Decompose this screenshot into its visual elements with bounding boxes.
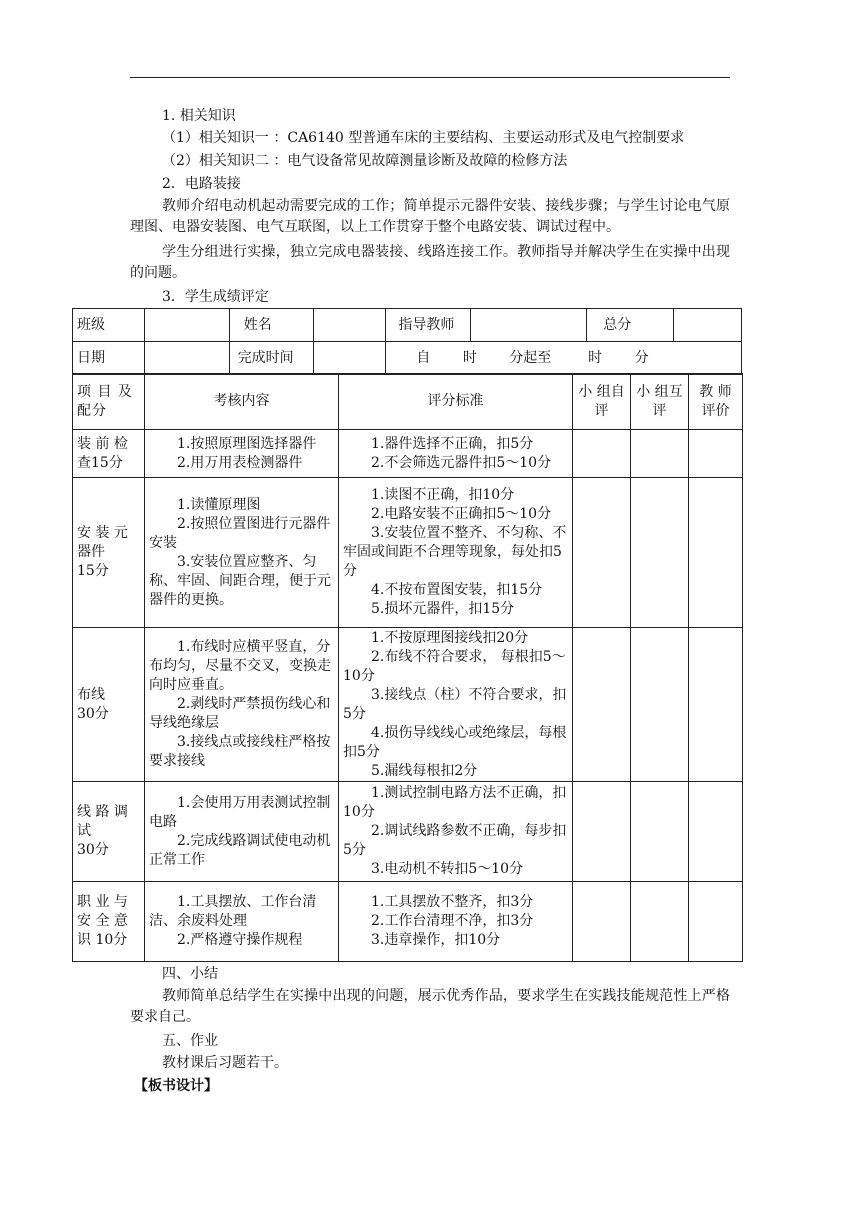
teacher-label: 指导教师 [386,309,470,342]
criteria-content [145,782,339,882]
criteria-item: 安 装 元器件 15分 [73,478,145,628]
finish-time-label: 完成时间 [229,342,313,375]
criteria-content [145,628,339,782]
section-circuit-assembly: 2．电路装接 [162,176,241,192]
standard-line: 1.工具摆放不整齐，扣3分 [371,894,534,910]
content-line: 2.完成线路调试使电动机正常工作 [149,832,331,868]
content-line: 1.按照原理图选择器件 [177,435,317,452]
peer-score-cell [631,628,689,782]
info-row-2 [73,342,742,375]
criteria-standard [339,628,573,782]
class-label: 班级 [73,309,145,342]
standard-line: 4.损伤导线线心或绝缘层，每根扣5分 [343,724,567,760]
criteria-row [73,430,743,478]
name-label: 姓名 [229,309,313,342]
criteria-row [73,478,743,628]
criteria-item: 布线 30分 [73,628,145,782]
header-teacher: 教 师评价 [689,374,743,430]
teacher-score-cell [689,430,743,478]
criteria-content [145,430,339,478]
standard-line: 3.接线点（柱）不符合要求，扣5分 [343,686,567,722]
self-score-cell [573,882,631,962]
content-line: 1.读懂原理图 [177,496,261,513]
header-group-peer: 小 组互 评 [631,374,689,430]
criteria-header-row [73,374,743,430]
criteria-rows [73,430,743,962]
info-row-1 [73,309,742,342]
standard-line: 4.不按布置图安装，扣15分 [371,582,543,598]
standard-line: 1.器件选择不正确，扣5分 [371,435,534,452]
standard-line: 5.漏线每根扣2分 [371,762,478,779]
standard-line: 2.调试线路参数不正确，每步扣5分 [343,823,567,858]
content-line: 1.会使用万用表测试控制电路 [149,794,331,830]
section-grade-assessment: 3．学生成绩评定 [162,289,269,305]
peer-score-cell [631,478,689,628]
paragraph-teacher-intro: 教师介绍电动机起动需要完成的工作；简单提示元器件安装、接线步骤；与学生讨论电气原理图、电器安装图、电气互联图，以上工作贯穿于整个电路安装、调试过程中。 [130,198,730,235]
content-line: 1.布线时应横平竖直，分布均匀，尽量不交叉，变换走向时应垂直。 [149,639,331,693]
class-value [145,309,229,342]
content-line: 1.工具摆放、工作台清洁、余废料处理 [149,894,317,929]
knowledge-item-2: （2）相关知识二 ：电气设备常见故障测量诊断及故障的检修方法 [162,153,568,169]
finish-time-value [314,342,386,375]
standard-line: 1.读图不正确，扣10分 [371,487,515,503]
date-value [145,342,229,375]
grade-table [72,308,742,375]
peer-score-cell [631,882,689,962]
standard-line: 3.电动机不转扣5～10分 [371,861,524,877]
criteria-row [73,628,743,782]
total-value [673,309,741,342]
criteria-item: 装 前 检查15分 [73,430,145,478]
knowledge-item-1: （1）相关知识一 ：CA6140 型普通车床的主要结构、主要运动形式及电气控制要求 [162,130,685,146]
standard-line: 2.布线不符合要求， 每根扣5～10分 [343,648,566,684]
criteria-row [73,882,743,962]
content-line: 2.用万用表检测器件 [177,454,303,471]
header-content: 考核内容 [145,374,339,430]
self-score-cell [573,478,631,628]
standard-line: 1.不按原理图接线扣20分 [371,629,529,646]
criteria-item: 职 业 与安 全 意识 10分 [73,882,145,962]
board-design-heading: 【板书设计】 [134,1078,218,1094]
standard-line: 2.电路安装不正确扣5～10分 [371,506,552,522]
content-line: 2.按照位置图进行元器件安装 [149,515,331,551]
teacher-score-cell [689,882,743,962]
self-score-cell [573,628,631,782]
header-standard: 评分标准 [339,374,573,430]
content-line: 2.严格遵守操作规程 [177,932,303,948]
peer-score-cell [631,430,689,478]
content-line: 2.剥线时严禁损伤线心和导线绝缘层 [149,696,331,731]
standard-line: 5.损坏元器件，扣15分 [371,601,515,617]
criteria-standard [339,478,573,628]
criteria-item: 线 路 调试 30分 [73,782,145,882]
name-value [314,309,386,342]
header-group-self: 小 组自 评 [573,374,631,430]
criteria-content [145,478,339,628]
content-line: 3.接线点或接线柱严格按要求接线 [149,734,331,769]
time-range: 自 时 分起至 时 分 [386,342,742,375]
summary-text: 教师简单总结学生在实操中出现的问题，展示优秀作品，要求学生在实践技能规范性上严格要求自己。 [130,988,730,1025]
teacher-score-cell [689,782,743,882]
paragraph-student-practice: 学生分组进行实操，独立完成电器装接、线路连接工作。教师指导并解决学生在实操中出现的问题。 [130,244,730,281]
homework-title: 五、作业 [162,1033,218,1049]
teacher-score-cell [689,478,743,628]
standard-line: 1.测试控制电路方法不正确，扣10分 [343,785,567,820]
standard-line: 3.安装位置不整齐、不匀称、不牢固或间距不合理等现象，每处扣5分 [343,525,567,579]
self-score-cell [573,782,631,882]
summary-title: 四、小结 [162,966,218,982]
criteria-standard [339,430,573,478]
section-related-knowledge: 1. 相关知识 [162,108,236,124]
criteria-table [72,373,743,962]
criteria-standard [339,882,573,962]
criteria-row [73,782,743,882]
criteria-content [145,882,339,962]
standard-line: 3.违章操作，扣10分 [371,932,501,948]
peer-score-cell [631,782,689,882]
standard-line: 2.不会筛选元器件扣5～10分 [371,454,552,471]
date-label: 日期 [73,342,145,375]
self-score-cell [573,430,631,478]
header-rule [130,77,730,78]
homework-text: 教材课后习题若干。 [162,1055,288,1071]
teacher-score-cell [689,628,743,782]
total-label: 总分 [587,309,673,342]
standard-line: 2.工作台清理不净，扣3分 [371,913,534,929]
content-line: 3.安装位置应整齐、匀称、牢固、间距合理，便于元器件的更换。 [149,553,331,608]
criteria-standard [339,782,573,882]
teacher-value [470,309,587,342]
header-item: 项 目 及配分 [73,374,145,430]
